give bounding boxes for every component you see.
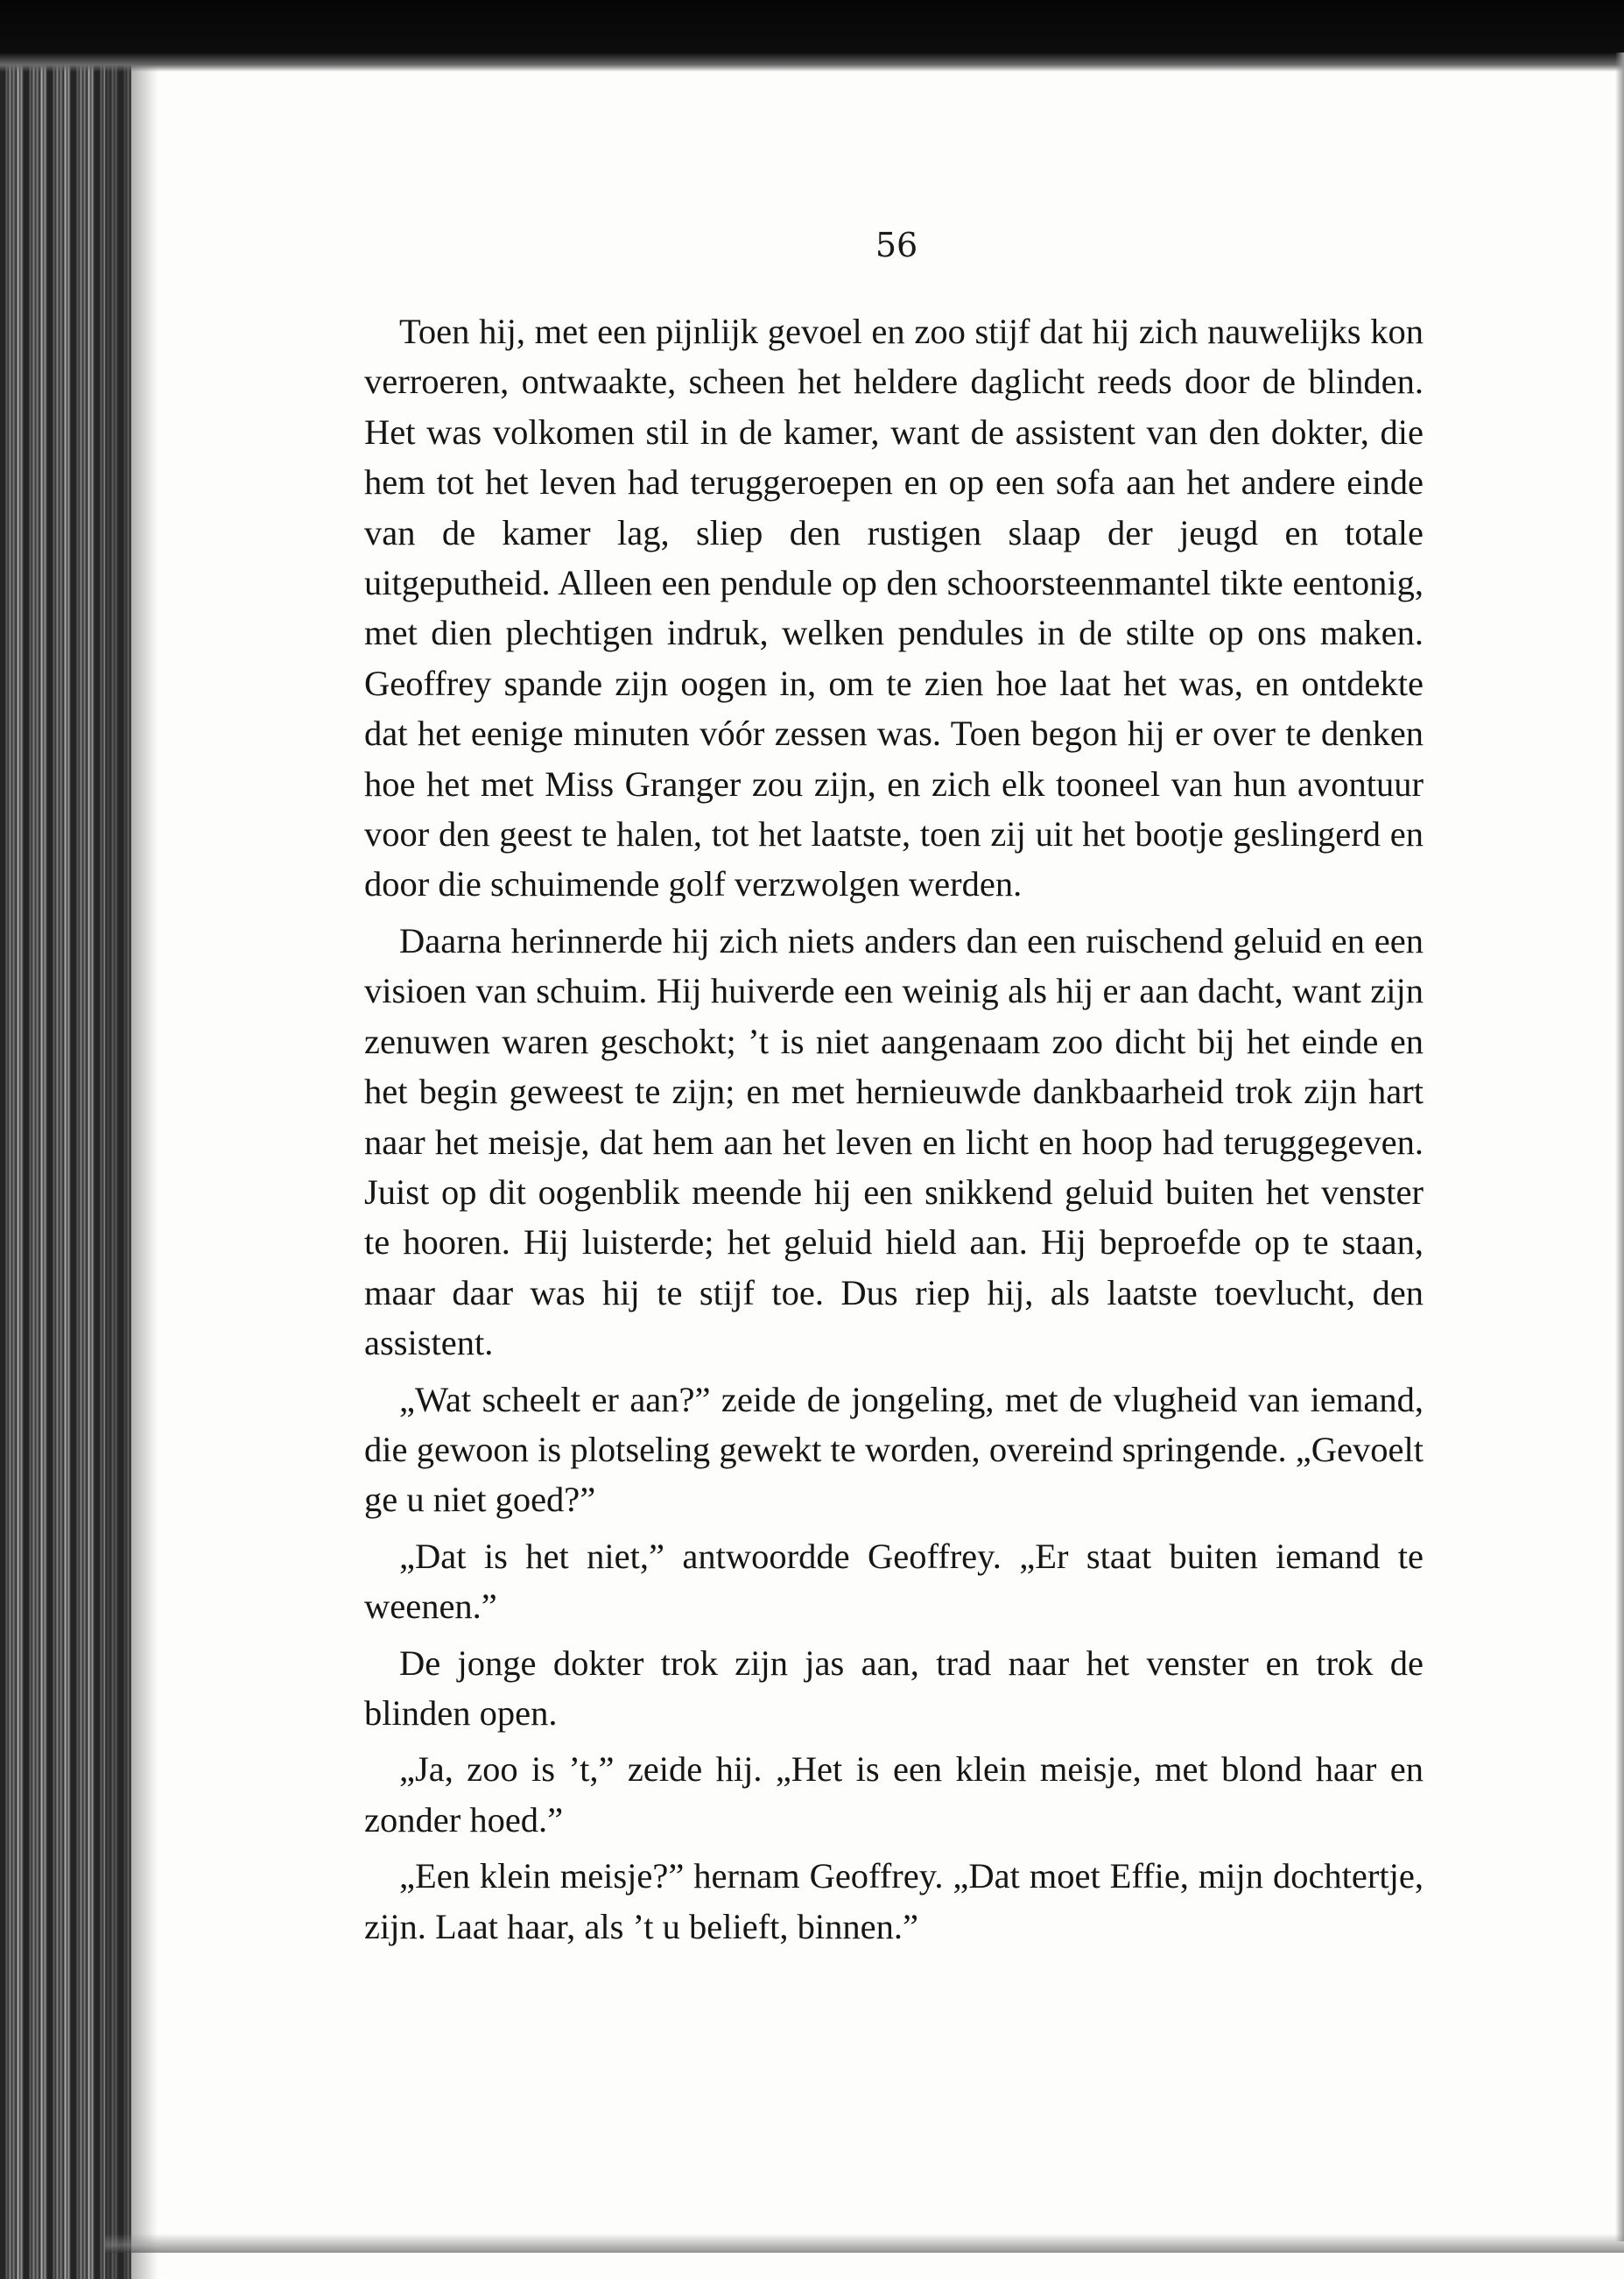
paragraph-3: „Wat scheelt er aan?” zeide de jongeling, met de vlugheid van iemand, die gewoon is plotseling gewekt te worden, overeind springende. „Gevoelt ge u niet goed?” bbox=[364, 1379, 1424, 1520]
paragraph-4: „Dat is het niet,” antwoordde Geoffrey. „Er staat buiten iemand te weenen.” bbox=[364, 1536, 1424, 1627]
scan-top-border bbox=[0, 0, 1624, 72]
body-text bbox=[364, 306, 1424, 1958]
paragraph-2: Daarna herinnerde hij zich niets anders dan een ruischend geluid en een visioen van schuim. Hij huiverde een weinig als hij er aan dacht, want zijn zenuwen waren geschokt; ’t is niet aangenaam zoo dicht bij het einde en het begin geweest te zijn; en met hernieuwde dankbaarheid trok zijn hart naar het meisje, dat hem aan het leven en licht en hoop had teruggegeven. Juist op dit oogenblik meende hij een snikkend geluid buiten het venster te hooren. Hij luisterde; het geluid hield aan. Hij beproefde op te staan, maar daar was hij te stijf toe. Dus riep hij, als laatste toevlucht, den assistent. bbox=[364, 920, 1424, 1363]
paragraph-5: De jonge dokter trok zijn jas aan, trad naar het venster en trok de blinden open. bbox=[364, 1642, 1424, 1733]
paragraph-7: „Een klein meisje?” hernam Geoffrey. „Dat moet Effie, mijn dochtertje, zijn. Laat haar, als ’t u belieft, binnen.” bbox=[364, 1856, 1424, 1946]
paragraph-6: „Ja, zoo is ’t,” zeide hij. „Het is een klein meisje, met blond haar en zonder hoed.” bbox=[364, 1749, 1424, 1839]
spine-gradient bbox=[105, 0, 158, 2279]
page-number: 56 bbox=[875, 226, 918, 264]
paragraph-1: Toen hij, met een pijnlijk gevoel en zoo stijf dat hij zich nauwelijks kon verroeren, ontwaakte, scheen het heldere daglicht reeds door de blinden. Het was volkomen stil in de kamer, want de assistent van den dokter, die hem tot het leven had teruggeroepen en op een sofa aan het andere einde van de kamer lag, sliep den rustigen slaap der jeugd en totale uitgeputheid. Alleen een pendule op den schoorsteenmantel tikte eentonig, met dien plechtigen indruk, welken pendules in de stilte op ons maken. Geoffrey spande zijn oogen in, om te zien hoe laat het was, en ontdekte dat het eenige minuten vóór zessen was. Toen begon hij er over te denken hoe het met Miss Granger zou zijn, en zich elk tooneel van hun avontuur voor den geest te halen, tot het laatste, toen zij uit het bootje geslingerd en door die schuimende golf verzwolgen werden. bbox=[364, 312, 1424, 904]
scan-bottom-border bbox=[105, 2233, 1624, 2253]
scan-right-border bbox=[1615, 53, 1624, 2241]
